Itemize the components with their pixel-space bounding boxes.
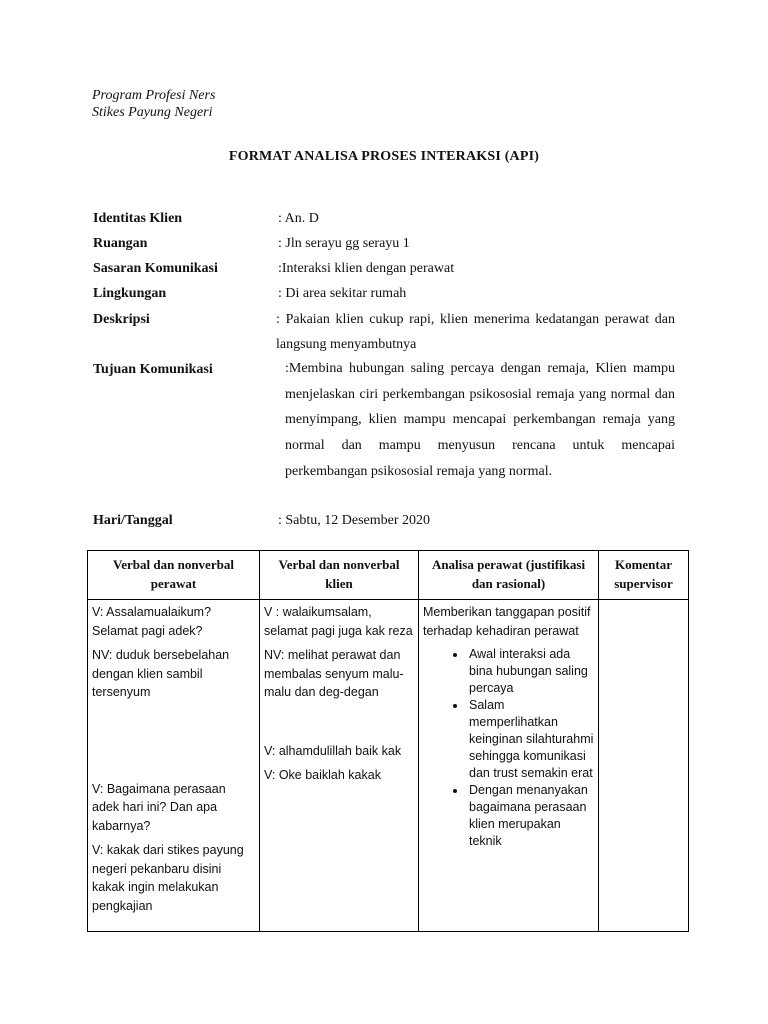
header-komentar-supervisor: Komentar supervisor: [599, 551, 689, 600]
deskripsi-value: : Pakaian klien cukup rapi, klien menerima kedatangan perawat dan langsung menyambutnya: [276, 312, 675, 352]
ruangan-value: : Jln serayu gg serayu 1: [278, 236, 410, 251]
identitas-klien-label: Identitas Klien: [93, 211, 183, 226]
perawat-line: V: Assalamualaikum? Selamat pagi adek?: [92, 605, 212, 638]
list-item: • Salam memperlihatkan keinginan silahturahmi sehingga komunikasi dan trust semakin erat: [467, 697, 594, 782]
institution-name: Stikes Payung Negeri: [92, 105, 213, 120]
tujuan-komunikasi-label: Tujuan Komunikasi: [93, 362, 213, 377]
list-item: • Awal interaksi ada bina hubungan saling percaya: [467, 646, 594, 697]
hari-tanggal-value: : Sabtu, 12 Desember 2020: [278, 513, 431, 528]
klien-line: V: alhamdulillah baik kak: [264, 743, 402, 758]
program-name: Program Profesi Ners: [92, 88, 216, 103]
list-item: • Dengan menanyakan bagaimana perasaan klien merupakan teknik: [467, 782, 594, 850]
lingkungan-value: : Di area sekitar rumah: [278, 286, 407, 301]
klien-cell: [260, 600, 419, 932]
lingkungan-label: Lingkungan: [93, 286, 167, 301]
perawat-line: NV: duduk bersebelahan dengan klien sambil tersenyum: [92, 648, 230, 699]
header-analisa-perawat: Analisa perawat (justifikasi dan rasional): [419, 551, 599, 600]
sasaran-komunikasi-value: :Interaksi klien dengan perawat: [278, 261, 455, 276]
table-row: [88, 600, 689, 932]
klien-line: V : walaikumsalam, selamat pagi juga kak reza: [264, 605, 413, 638]
document-title: FORMAT ANALISA PROSES INTERAKSI (API): [228, 149, 540, 164]
komentar-cell: [599, 600, 689, 932]
identitas-klien-value: : An. D: [278, 211, 319, 226]
hari-tanggal-label: Hari/Tanggal: [93, 513, 173, 528]
perawat-line: V: Bagaimana perasaan adek hari ini? Dan apa kabarnya?: [92, 781, 226, 833]
deskripsi-label: Deskripsi: [93, 312, 150, 327]
analisa-list: [423, 646, 594, 850]
tujuan-komunikasi-value: :Membina hubungan saling percaya dengan remaja, Klien mampu menjelaskan ciri perkembangan psikososial remaja yang normal dan menyimpang, klien mampu mencapai perkembangan remaja yang normal dan mampu menyusun rencana untuk mencapai perkembangan psikososial remaja yang normal.: [285, 361, 675, 479]
perawat-line: V: kakak dari stikes payung negeri pekanbaru disini kakak ingin melakukan pengkajian: [92, 843, 244, 913]
table-header-row: [88, 551, 689, 600]
header-verbal-perawat: Verbal dan nonverbal perawat: [88, 551, 260, 600]
klien-line: NV: melihat perawat dan membalas senyum malu-malu dan deg-degan: [264, 648, 404, 699]
klien-line: V: Oke baiklah kakak: [264, 768, 381, 782]
interaction-table: [87, 550, 689, 932]
header-verbal-klien: Verbal dan nonverbal klien: [260, 551, 419, 600]
analisa-cell: [419, 600, 599, 932]
perawat-cell: [88, 600, 260, 932]
analisa-intro: Memberikan tanggapan positif terhadap kehadiran perawat: [423, 605, 591, 638]
sasaran-komunikasi-label: Sasaran Komunikasi: [93, 261, 218, 276]
ruangan-label: Ruangan: [93, 236, 148, 251]
